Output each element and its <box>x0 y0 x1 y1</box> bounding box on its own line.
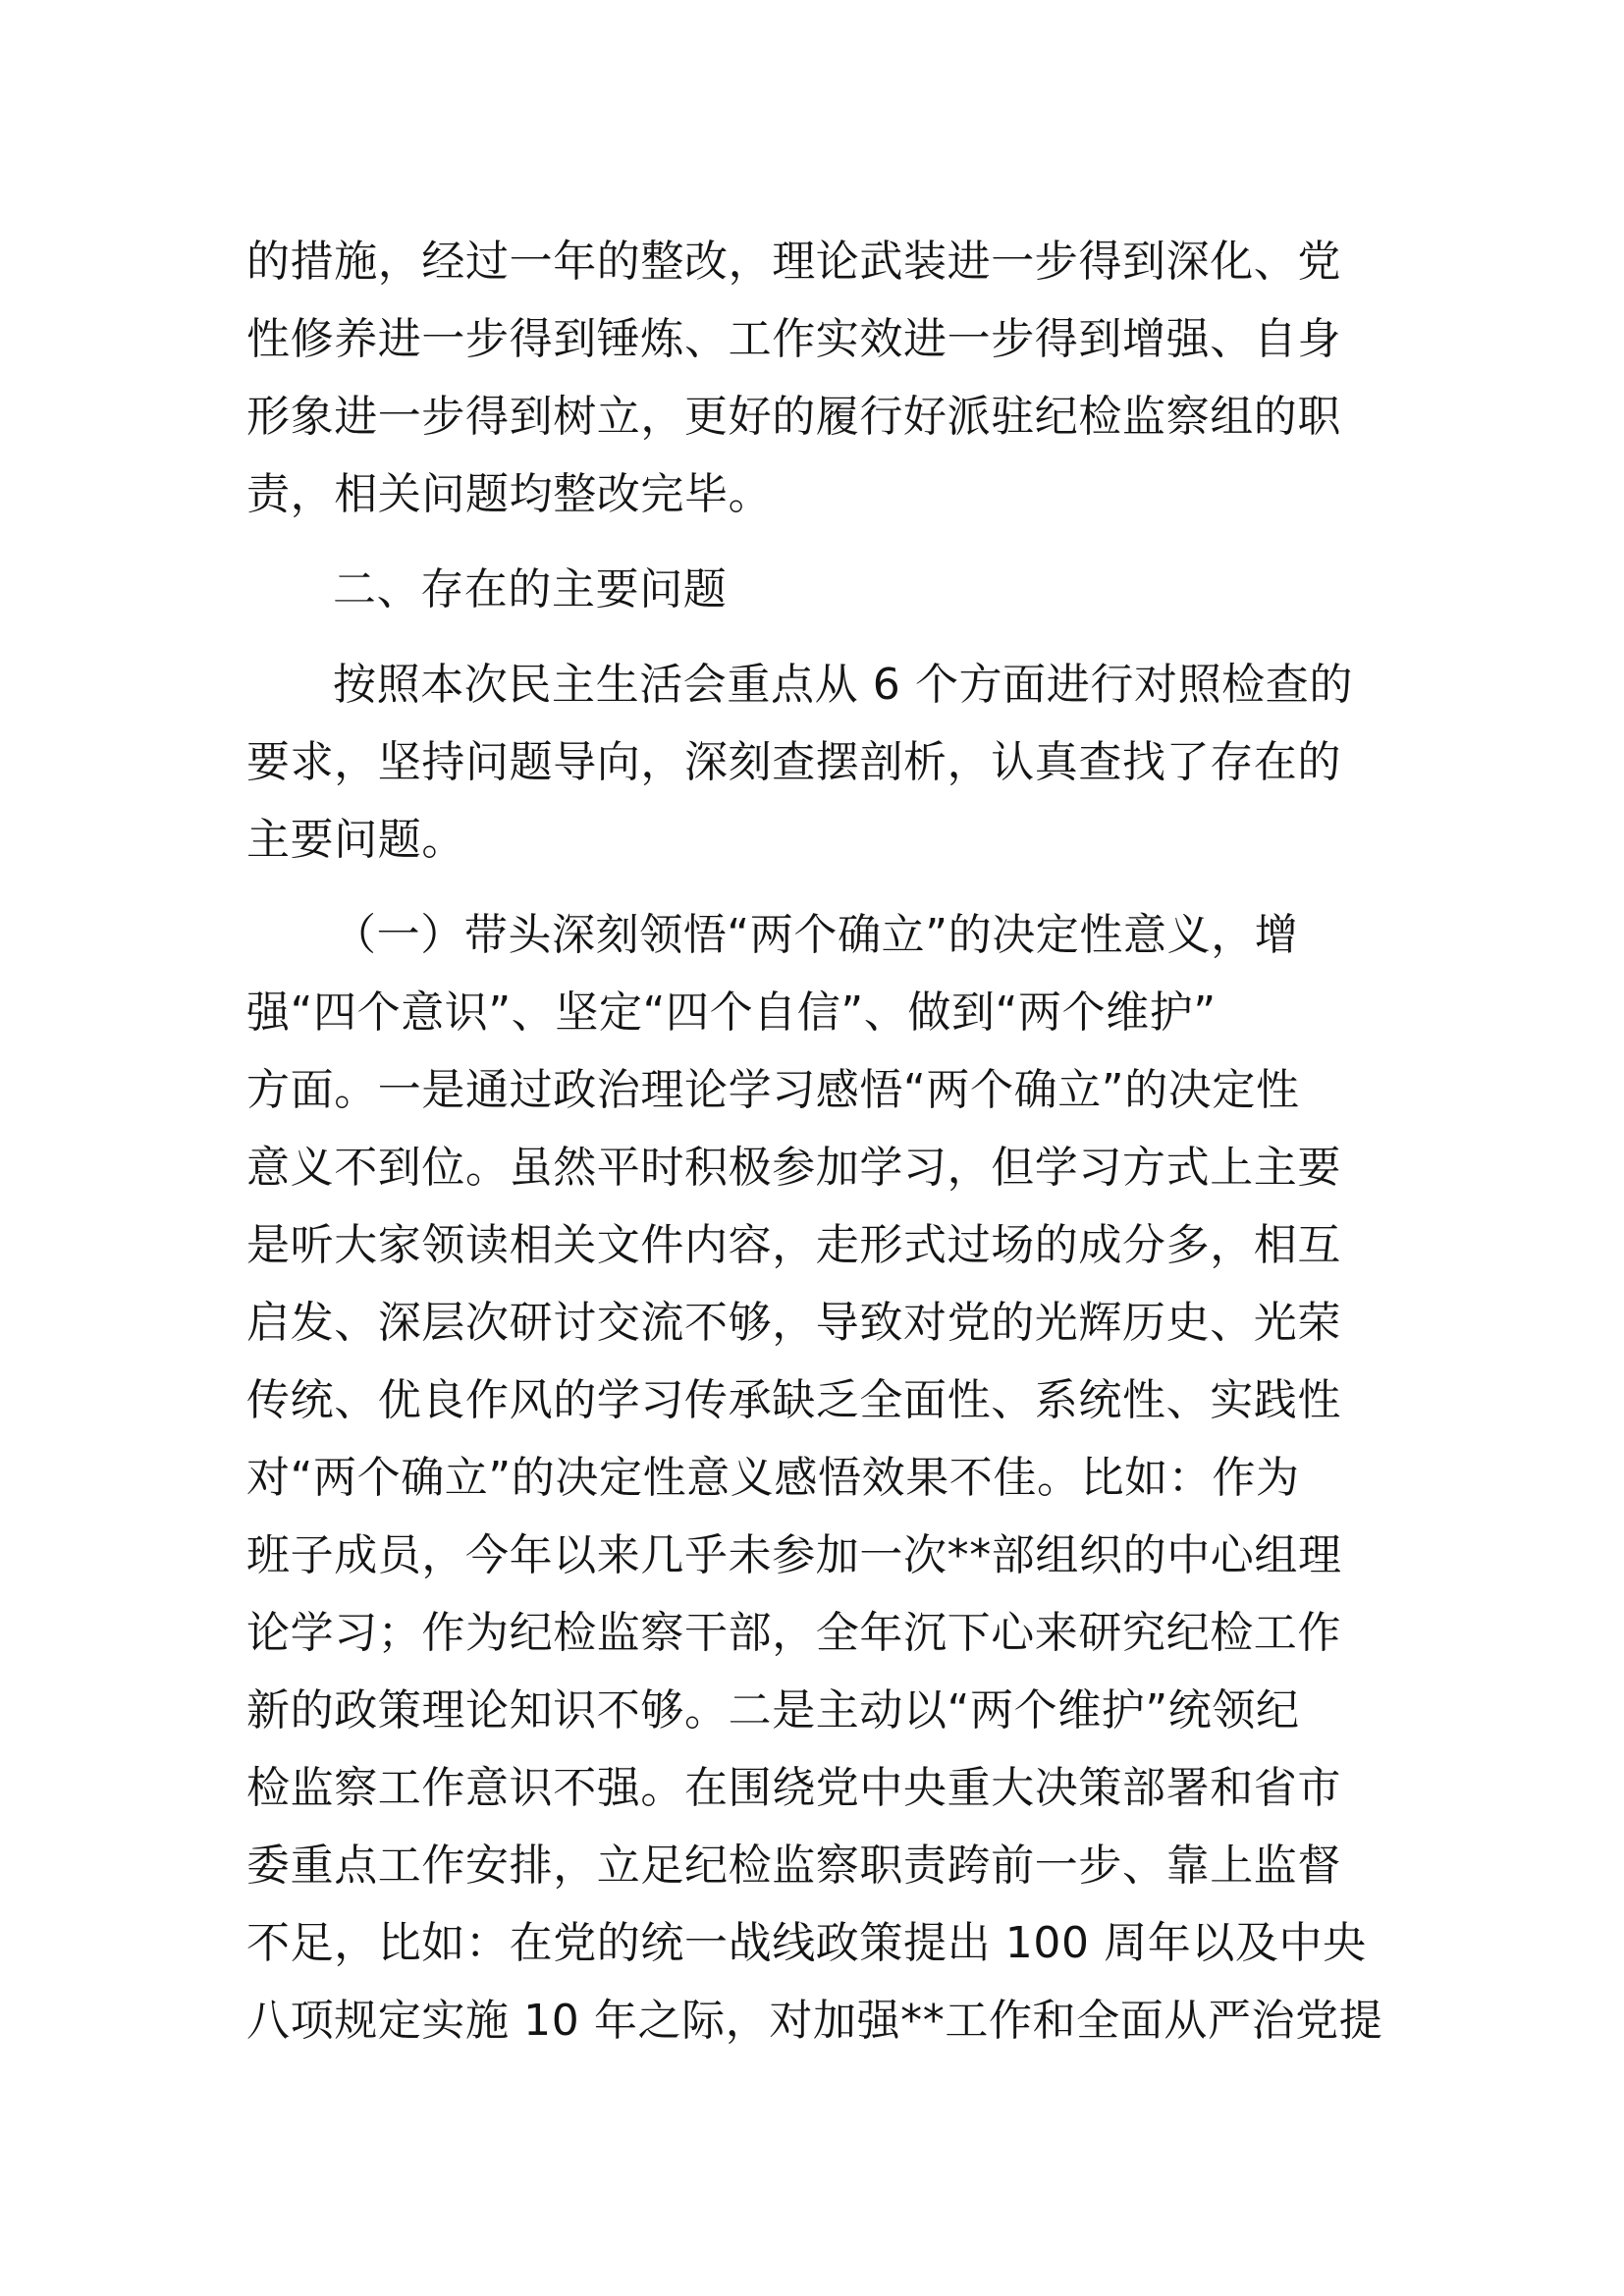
text-line: 性修养进一步得到锤炼、工作实效进一步得到增强、自身 <box>246 314 1341 364</box>
text-line: 传统、优良作风的学习传承缺乏全面性、系统性、实践性 <box>246 1375 1341 1425</box>
text-line: 方面。一是通过政治理论学习感悟“两个确立”的决定性 <box>246 1065 1300 1115</box>
text-line: 要求，坚持问题导向，深刻查摆剖析，认真查找了存在的 <box>246 737 1341 787</box>
text-line: 意义不到位。虽然平时积极参加学习，但学习方式上主要 <box>246 1143 1341 1193</box>
text-line: 新的政策理论知识不够。二是主动以“两个维护”统领纪 <box>246 1685 1300 1735</box>
text-line: 按照本次民主生活会重点从 6 个方面进行对照检查的 <box>333 660 1353 710</box>
text-line: 委重点工作安排，立足纪检监察职责跨前一步、靠上监督 <box>246 1841 1341 1891</box>
text-line: 八项规定实施 10 年之际，对加强**工作和全面从严治党提 <box>246 1996 1383 2046</box>
text-line: 强“四个意识”、坚定“四个自信”、做到“两个维护” <box>246 988 1217 1038</box>
text-line: 责，相关问题均整改完毕。 <box>246 469 773 519</box>
text-line: 对“两个确立”的决定性意义感悟效果不佳。比如：作为 <box>246 1453 1300 1503</box>
text-line: 不足，比如：在党的统一战线政策提出 100 周年以及中央 <box>246 1918 1367 1968</box>
text-line: 检监察工作意识不强。在围绕党中央重大决策部署和省市 <box>246 1763 1341 1813</box>
section-heading: 二、存在的主要问题 <box>333 564 728 614</box>
text-line: 主要问题。 <box>246 815 465 865</box>
subsection-heading: （一）带头深刻领悟“两个确立”的决定性意义，增 <box>333 910 1299 960</box>
text-line: 是听大家领读相关文件内容，走形式过场的成分多，相互 <box>246 1220 1341 1270</box>
text-line: 形象进一步得到树立，更好的履行好派驻纪检监察组的职 <box>246 392 1341 442</box>
text-line: 班子成员，今年以来几乎未参加一次**部组织的中心组理 <box>246 1530 1342 1580</box>
text-line: 启发、深层次研讨交流不够，导致对党的光辉历史、光荣 <box>246 1298 1341 1348</box>
document-body <box>246 223 1387 2059</box>
text-line: 的措施，经过一年的整改，理论武装进一步得到深化、党 <box>246 237 1341 287</box>
text-line: 论学习；作为纪检监察干部，全年沉下心来研究纪检工作 <box>246 1608 1341 1658</box>
